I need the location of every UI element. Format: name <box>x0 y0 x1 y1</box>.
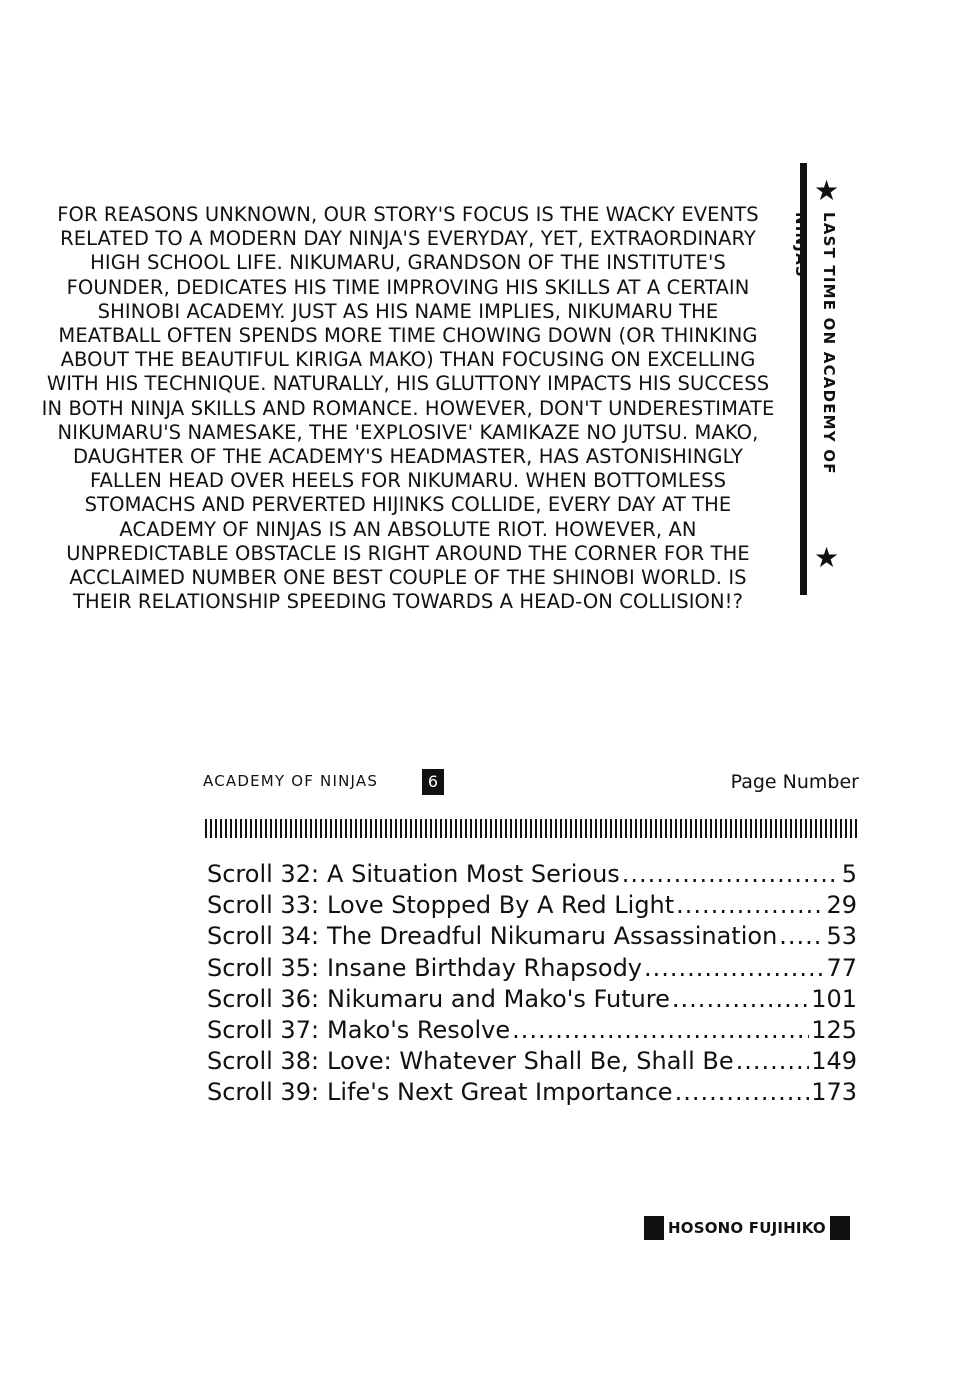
scroll-number: Scroll 37: <box>207 1015 320 1044</box>
summary-line: FOR REASONS UNKNOWN, OUR STORY'S FOCUS IS THE WACKY EVENTS <box>57 203 759 226</box>
author-credit <box>644 1215 850 1241</box>
toc-entry <box>207 1078 857 1109</box>
toc-entry <box>207 891 857 922</box>
page-number: 149 <box>811 1047 857 1076</box>
page-number: 77 <box>826 953 857 982</box>
toc-entry <box>207 954 857 985</box>
toc-entry <box>207 922 857 953</box>
toc-entry <box>207 985 857 1016</box>
page-number: 5 <box>841 860 857 888</box>
summary-line: DAUGHTER OF THE ACADEMY'S HEADMASTER, HAS ASTONISHINGLY <box>73 445 743 469</box>
summary-line: HIGH SCHOOL LIFE. NIKUMARU, GRANDSON OF THE INSTITUTE'S <box>90 251 726 275</box>
page-number: 125 <box>811 1015 857 1044</box>
series-title: ACADEMY OF NINJAS <box>203 772 379 790</box>
scroll-title: Nikumaru and Mako's Future <box>327 984 670 1013</box>
scroll-title: Insane Birthday Rhapsody <box>327 953 642 982</box>
page-number: 101 <box>811 984 857 1013</box>
black-block-icon <box>644 1216 664 1240</box>
scroll-number: Scroll 33: <box>207 891 320 920</box>
summary-line: ACCLAIMED NUMBER ONE BEST COUPLE OF THE SHINOBI WORLD. IS <box>69 566 747 590</box>
summary-line: FALLEN HEAD OVER HEELS FOR NIKUMARU. WHEN BOTTOMLESS <box>89 469 727 493</box>
dot-leader <box>644 954 824 982</box>
author-name: HOSONO FUJIHIKO <box>668 1219 826 1237</box>
summary-line: STOMACHS AND PERVERTED HIJINKS COLLIDE, EVERY DAY AT THE <box>84 493 732 517</box>
summary-line: ABOUT THE BEAUTIFUL KIRIGA MAKO) THAN FOCUSING ON EXCELLING <box>60 348 756 372</box>
scroll-title: The Dreadful Nikumaru Assassination <box>327 922 778 951</box>
scroll-number: Scroll 39: <box>207 1078 320 1107</box>
dot-leader <box>512 1016 809 1044</box>
scroll-title: Love Stopped By A Red Light <box>327 891 675 920</box>
scroll-title: A Situation Most Serious <box>327 860 620 888</box>
page-number: 173 <box>811 1078 857 1107</box>
star-icon: ★ <box>814 174 840 207</box>
dot-leader <box>676 891 824 919</box>
volume-badge: 6 <box>422 769 444 795</box>
dot-leader <box>672 985 809 1013</box>
summary-line: NIKUMARU'S NAMESAKE, THE 'EXPLOSIVE' KAMIKAZE NO JUTSU. MAKO, <box>57 420 759 444</box>
page-number: 29 <box>826 891 857 920</box>
scroll-number: Scroll 34: <box>207 922 320 951</box>
toc-header <box>203 768 863 798</box>
summary-line: UNPREDICTABLE OBSTACLE IS RIGHT AROUND THE CORNER FOR THE <box>66 541 750 565</box>
tick-rule-divider <box>205 819 859 838</box>
scroll-number: Scroll 36: <box>207 984 320 1013</box>
star-icon: ★ <box>814 541 840 574</box>
scroll-number: Scroll 38: <box>207 1047 320 1076</box>
page-number: 53 <box>826 922 857 951</box>
story-summary <box>38 203 778 614</box>
summary-line: MEATBALL OFTEN SPENDS MORE TIME CHOWING DOWN (OR THINKING <box>58 324 758 348</box>
scroll-title: Life's Next Great Importance <box>327 1078 673 1107</box>
dot-leader <box>622 860 840 888</box>
summary-line: FOUNDER, DEDICATES HIS TIME IMPROVING HIS SKILLS AT A CERTAIN <box>66 275 750 299</box>
summary-line: THEIR RELATIONSHIP SPEEDING TOWARDS A HEAD-ON COLLISION!? <box>72 590 744 614</box>
side-label: LAST TIME ON ACADEMY OF NINJAS <box>792 212 838 475</box>
scroll-number: Scroll 32: <box>207 860 320 888</box>
dot-leader <box>675 1078 810 1106</box>
summary-line: WITH HIS TECHNIQUE. NATURALLY, HIS GLUTTONY IMPACTS HIS SUCCESS <box>46 372 770 396</box>
page-number-label: Page Number <box>730 771 859 793</box>
dot-leader <box>736 1047 810 1075</box>
toc-entry <box>207 1047 857 1078</box>
summary-line: ACADEMY OF NINJAS IS AN ABSOLUTE RIOT. HOWEVER, AN <box>119 517 697 541</box>
summary-line: IN BOTH NINJA SKILLS AND ROMANCE. HOWEVER, DON'T UNDERESTIMATE <box>41 396 775 420</box>
toc-entry <box>207 860 857 891</box>
scroll-title: Mako's Resolve <box>327 1015 511 1044</box>
summary-line: SHINOBI ACADEMY. JUST AS HIS NAME IMPLIES, NIKUMARU THE <box>97 299 719 323</box>
dot-leader <box>779 922 824 950</box>
summary-line: RELATED TO A MODERN DAY NINJA'S EVERYDAY, YET, EXTRAORDINARY <box>60 227 756 251</box>
table-of-contents <box>207 860 857 1110</box>
toc-entry <box>207 1016 857 1047</box>
scroll-number: Scroll 35: <box>207 953 320 982</box>
scroll-title: Love: Whatever Shall Be, Shall Be <box>327 1047 734 1076</box>
black-block-icon <box>830 1216 850 1240</box>
